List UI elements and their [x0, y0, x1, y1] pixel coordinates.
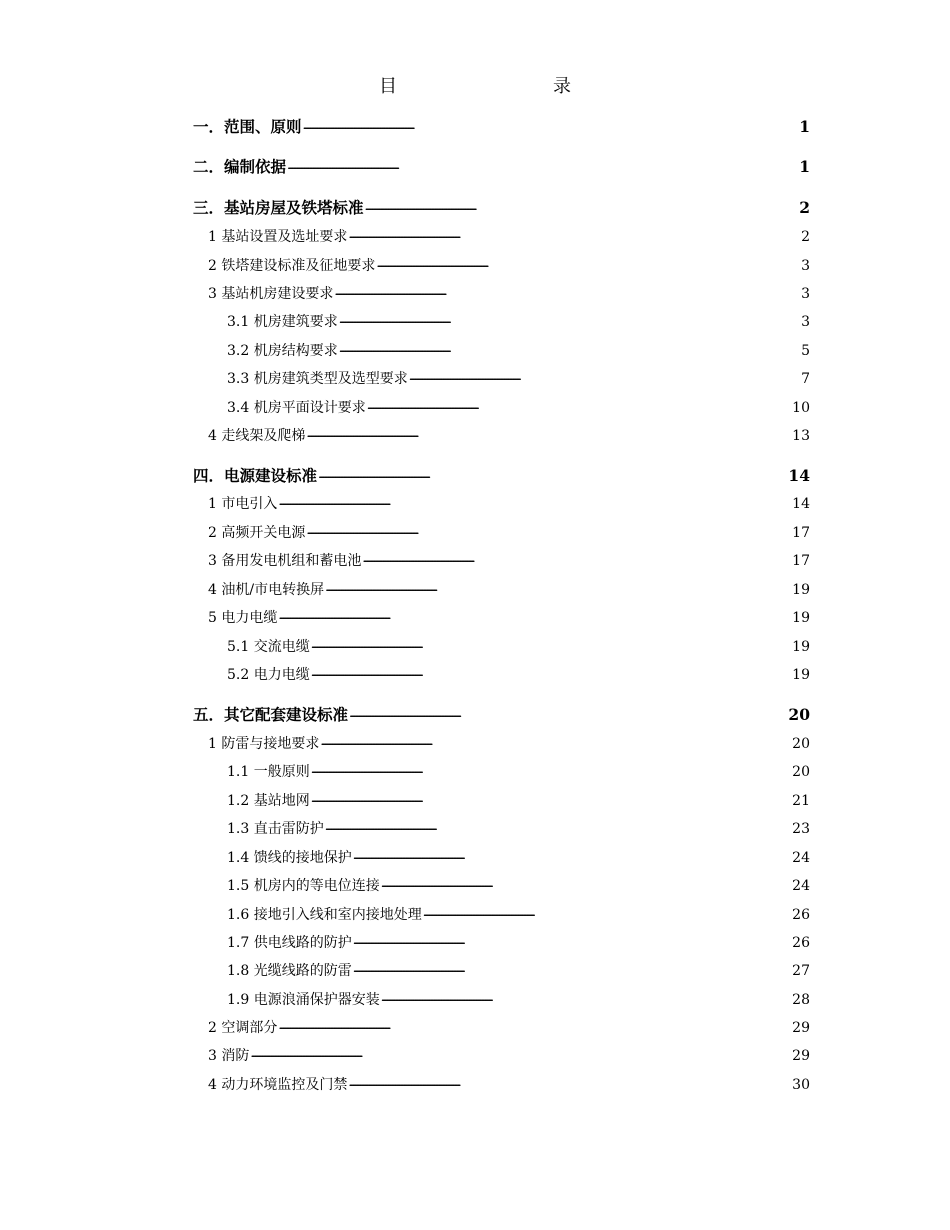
toc-entry-page-number: 30 — [792, 1077, 810, 1093]
toc-entry-label: 1.1 一般原则 — [227, 764, 310, 780]
toc-entry[interactable] — [193, 761, 810, 781]
toc-entry-label: 1.6 接地引入线和室内接地处理 — [227, 907, 422, 923]
toc-entry-label: 3 消防 — [208, 1048, 250, 1064]
toc-leader-dots — [381, 876, 791, 890]
toc-entry[interactable] — [193, 790, 810, 810]
toc-entry-page-number: 13 — [792, 428, 810, 444]
toc-entry-label: 4 走线架及爬梯 — [208, 428, 306, 444]
toc-entry-label: 3 备用发电机组和蓄电池 — [208, 553, 362, 569]
toc-entry-page-number: 5 — [801, 343, 810, 359]
toc-leader-dots — [318, 466, 787, 482]
toc-entry[interactable] — [193, 875, 810, 895]
toc-entry-label: 1.7 供电线路的防护 — [227, 935, 352, 951]
toc-entry-label: 1.3 直击雷防护 — [227, 821, 324, 837]
toc-leader-dots — [423, 905, 791, 919]
toc-entry-label: 2 铁塔建设标准及征地要求 — [208, 258, 376, 274]
toc-entry[interactable] — [193, 989, 810, 1009]
toc-entry-page-number: 1 — [799, 117, 810, 136]
toc-leader-dots — [278, 494, 791, 508]
toc-entry-label: 1.8 光缆线路的防雷 — [227, 963, 352, 979]
toc-entry-label: 3.4 机房平面设计要求 — [227, 400, 366, 416]
toc-entry[interactable] — [193, 397, 810, 417]
toc-entry-label: 1.9 电源浪涌保护器安装 — [227, 992, 380, 1008]
toc-entry[interactable] — [193, 607, 810, 627]
toc-entry-label: 3.3 机房建筑类型及选型要求 — [227, 371, 408, 387]
toc-entry-page-number: 27 — [792, 963, 810, 979]
toc-entry-page-number: 26 — [792, 907, 810, 923]
toc-entry[interactable] — [193, 664, 810, 684]
toc-leader-dots — [306, 523, 791, 537]
toc-leader-dots — [311, 637, 791, 651]
toc-entry-page-number: 20 — [792, 764, 810, 780]
toc-entry[interactable] — [193, 960, 810, 980]
toc-entry-page-number: 7 — [801, 371, 810, 387]
toc-entry-page-number: 19 — [792, 610, 810, 626]
toc-entry-page-number: 23 — [792, 821, 810, 837]
toc-entry-label: 5.1 交流电缆 — [227, 639, 310, 655]
toc-leader-dots — [250, 1046, 791, 1060]
toc-entry-page-number: 20 — [788, 705, 810, 724]
toc-entry[interactable] — [193, 579, 810, 599]
toc-entry[interactable] — [193, 703, 810, 725]
toc-entry[interactable] — [193, 425, 810, 445]
toc-leader-dots — [325, 819, 791, 833]
toc-entry[interactable] — [193, 932, 810, 952]
toc-entry[interactable] — [193, 818, 810, 838]
toc-leader-dots — [339, 341, 800, 355]
toc-leader-dots — [353, 848, 791, 862]
toc-leader-dots — [339, 312, 800, 326]
toc-leader-dots — [278, 1018, 791, 1032]
toc-leader-dots — [311, 665, 791, 679]
page-title: 目 录 — [379, 76, 611, 97]
toc-leader-dots — [320, 734, 791, 748]
toc-leader-dots — [353, 961, 791, 975]
toc-leader-dots — [311, 762, 791, 776]
toc-entry-page-number: 17 — [792, 553, 810, 569]
toc-entry[interactable] — [193, 283, 810, 303]
toc-entry[interactable] — [193, 226, 810, 246]
toc-entry[interactable] — [193, 464, 810, 486]
toc-entry[interactable] — [193, 311, 810, 331]
toc-entry-label: 二．编制依据 — [193, 157, 287, 176]
toc-entry-page-number: 24 — [792, 878, 810, 894]
toc-entry-page-number: 24 — [792, 850, 810, 866]
toc-entry[interactable] — [193, 847, 810, 867]
toc-leader-dots — [311, 791, 791, 805]
toc-leader-dots — [325, 580, 791, 594]
toc-entry-page-number: 21 — [792, 793, 810, 809]
toc-entry-page-number: 14 — [792, 496, 810, 512]
toc-entry-page-number: 28 — [792, 992, 810, 1008]
toc-entry-page-number: 26 — [792, 935, 810, 951]
toc-entry-label: 5 电力电缆 — [208, 610, 278, 626]
toc-entry[interactable] — [193, 550, 810, 570]
toc-entry-label: 1 市电引入 — [208, 496, 278, 512]
toc-entry-page-number: 3 — [801, 286, 810, 302]
toc-leader-dots — [376, 256, 800, 270]
toc-entry-page-number: 10 — [792, 400, 810, 416]
toc-entry-page-number: 17 — [792, 525, 810, 541]
toc-entry-label: 五．其它配套建设标准 — [193, 705, 349, 724]
toc-entry-page-number: 2 — [799, 198, 810, 217]
toc-entry[interactable] — [193, 493, 810, 513]
toc-entry-label: 2 高频开关电源 — [208, 525, 306, 541]
toc-entry-page-number: 19 — [792, 582, 810, 598]
toc-entry-page-number: 20 — [792, 736, 810, 752]
toc-leader-dots — [409, 369, 800, 383]
toc-entry-label: 四．电源建设标准 — [193, 466, 318, 485]
toc-leader-dots — [278, 608, 791, 622]
toc-entry-label: 5.2 电力电缆 — [227, 667, 310, 683]
toc-leader-dots — [365, 198, 799, 214]
toc-entry-label: 1.5 机房内的等电位连接 — [227, 878, 380, 894]
toc-entry-label: 1.4 馈线的接地保护 — [227, 850, 352, 866]
toc-entry[interactable] — [193, 368, 810, 388]
toc-entry-page-number: 3 — [801, 258, 810, 274]
toc-leader-dots — [287, 157, 798, 173]
toc-entry[interactable] — [193, 340, 810, 360]
toc-entry[interactable] — [193, 155, 810, 177]
toc-entry-label: 4 动力环境监控及门禁 — [208, 1077, 348, 1093]
toc-leader-dots — [303, 117, 799, 133]
toc-entry[interactable] — [193, 255, 810, 275]
toc-entry-page-number: 14 — [788, 466, 810, 485]
toc-leader-dots — [334, 284, 800, 298]
toc-entry[interactable] — [193, 1017, 810, 1037]
toc-entry[interactable] — [193, 115, 810, 137]
toc-entry-page-number: 29 — [792, 1048, 810, 1064]
toc-entry-page-number: 19 — [792, 639, 810, 655]
toc-leader-dots — [367, 398, 791, 412]
toc-leader-dots — [381, 990, 791, 1004]
toc-entry-page-number: 19 — [792, 667, 810, 683]
toc-entry-page-number: 2 — [801, 229, 810, 245]
toc-leader-dots — [353, 933, 791, 947]
toc-entry-label: 3 基站机房建设要求 — [208, 286, 334, 302]
toc-entry-page-number: 3 — [801, 314, 810, 330]
toc-entry-label: 三．基站房屋及铁塔标准 — [193, 198, 364, 217]
toc-leader-dots — [362, 551, 791, 565]
toc-entry-page-number: 29 — [792, 1020, 810, 1036]
toc-entry-label: 2 空调部分 — [208, 1020, 278, 1036]
toc-entry-page-number: 1 — [799, 157, 810, 176]
toc-entry-label: 1 基站设置及选址要求 — [208, 229, 348, 245]
toc-entry-label: 1 防雷与接地要求 — [208, 736, 320, 752]
toc-entry-label: 1.2 基站地网 — [227, 793, 310, 809]
toc-entry[interactable] — [193, 196, 810, 218]
toc-leader-dots — [348, 1075, 791, 1089]
toc-entry-label: 3.1 机房建筑要求 — [227, 314, 338, 330]
toc-entry-label: 4 油机/市电转换屏 — [208, 582, 325, 598]
toc-entry[interactable] — [193, 1045, 810, 1065]
toc-entry[interactable] — [193, 904, 810, 924]
toc-entry-label: 3.2 机房结构要求 — [227, 343, 338, 359]
toc-entry[interactable] — [193, 1074, 810, 1094]
toc-entry[interactable] — [193, 522, 810, 542]
toc-leader-dots — [306, 426, 791, 440]
toc-entry-label: 一．范围、原则 — [193, 117, 302, 136]
toc-leader-dots — [348, 227, 800, 241]
toc-leader-dots — [349, 705, 787, 721]
toc-entry[interactable] — [193, 733, 810, 753]
toc-entry[interactable] — [193, 636, 810, 656]
